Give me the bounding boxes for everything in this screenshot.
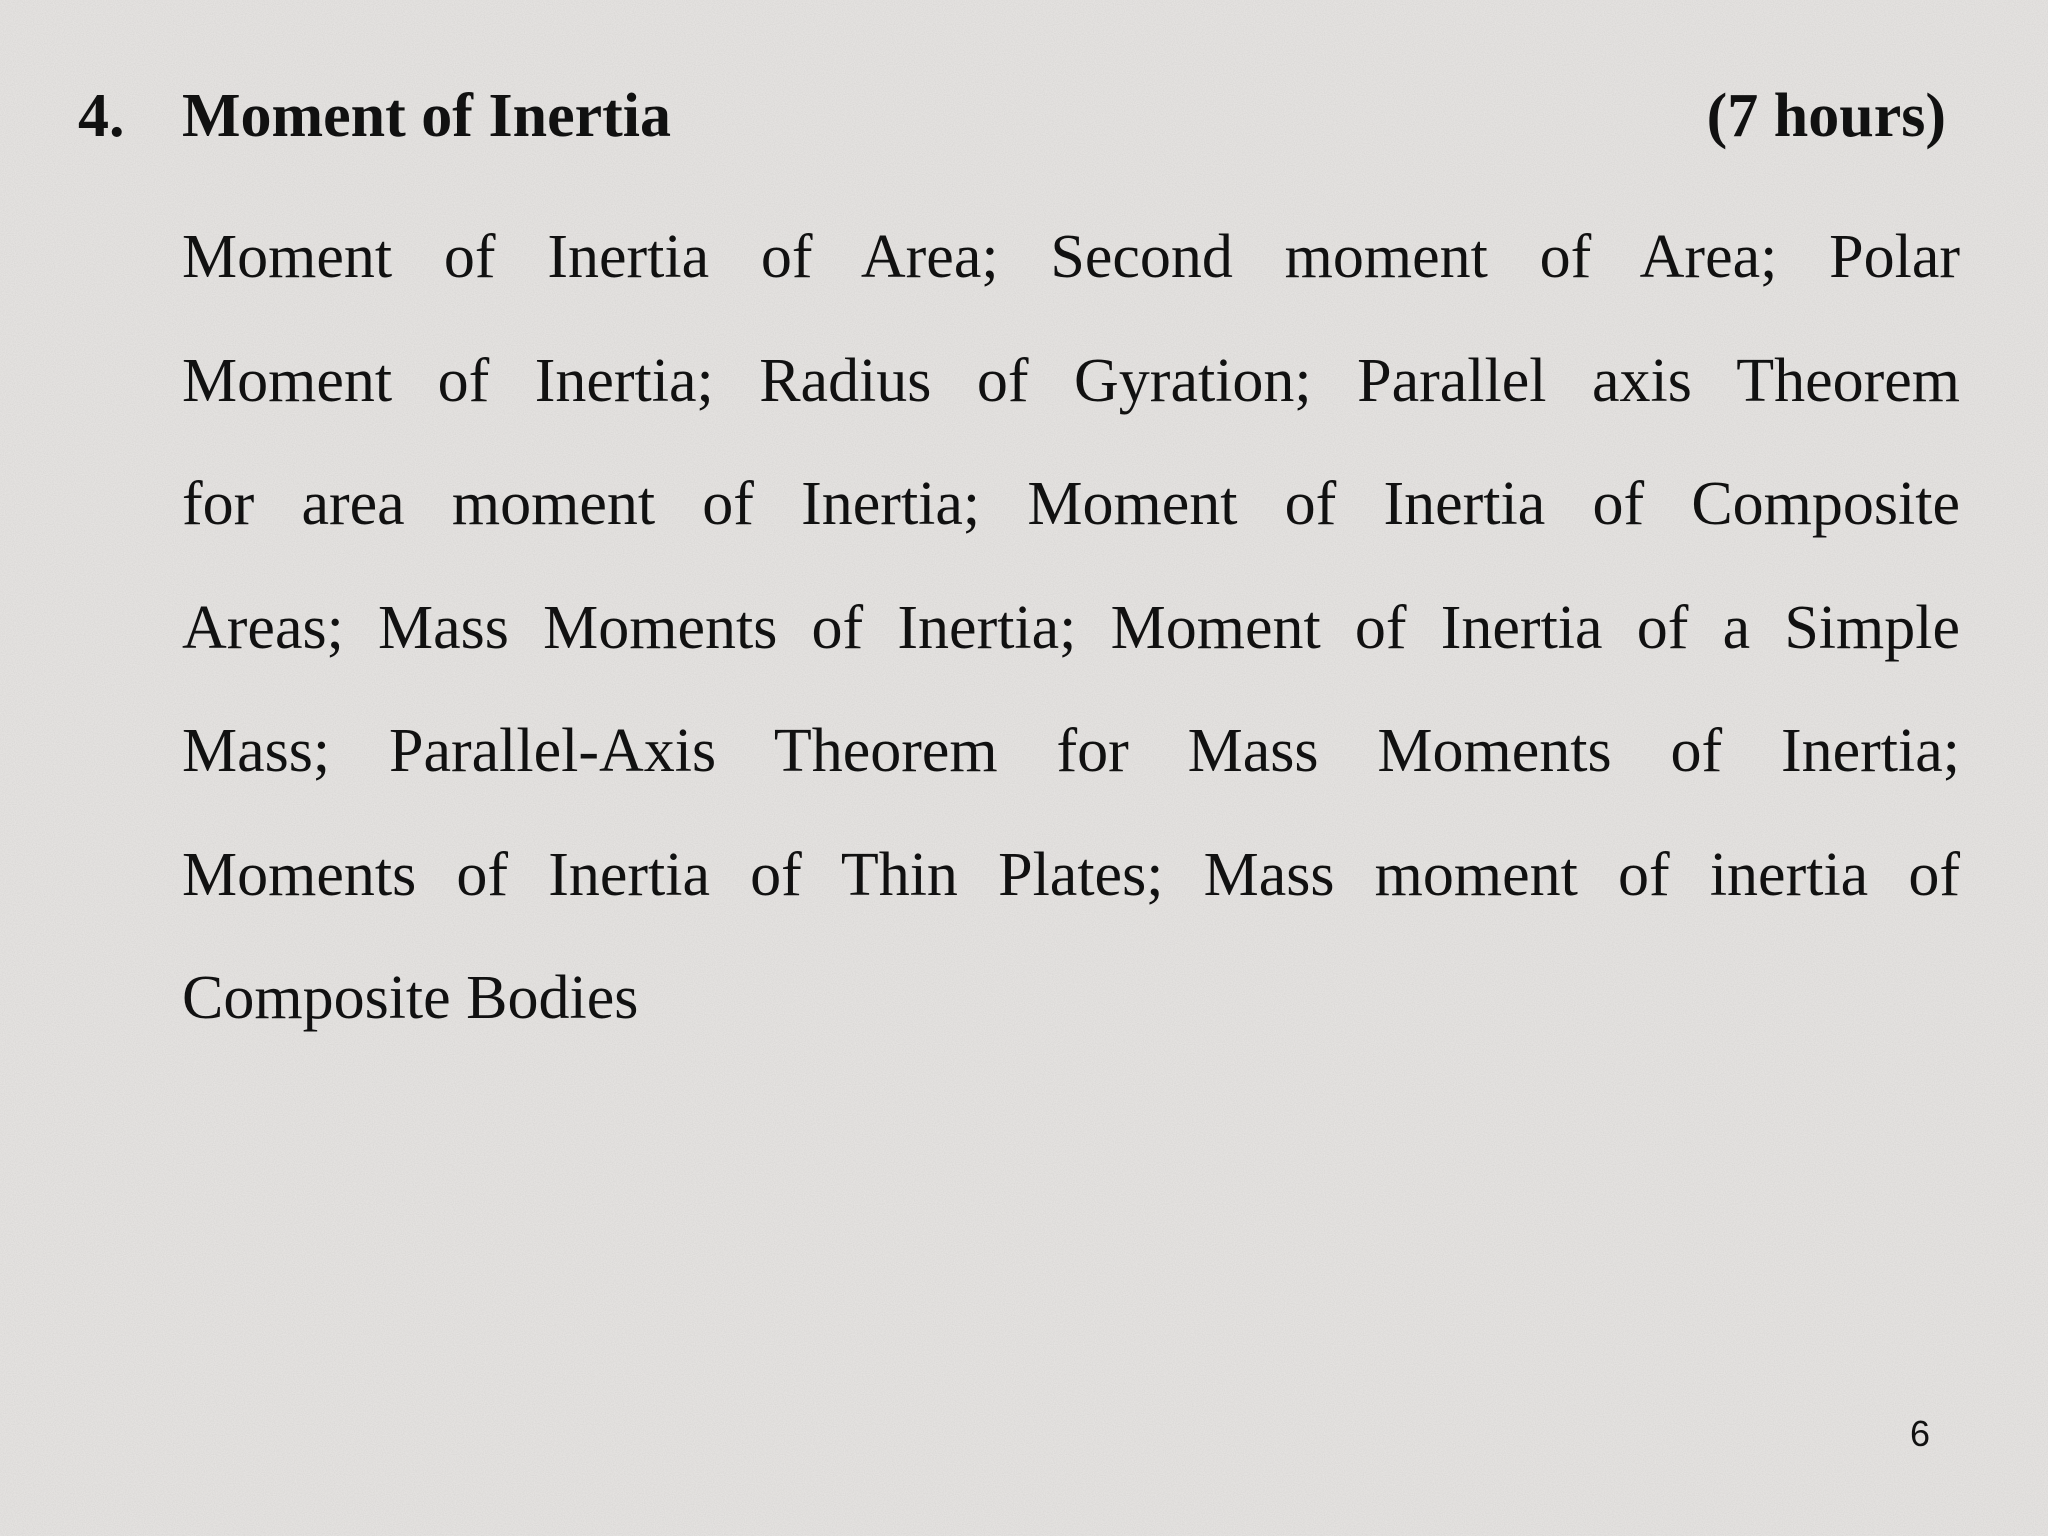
section-description xyxy=(182,196,1960,1061)
section-duration: (7 hours) xyxy=(1706,82,1946,150)
description-line: Mass; Parallel-Axis Theorem for Mass Moments of Inertia; xyxy=(182,717,1960,785)
section-number: 4. xyxy=(78,82,125,150)
description-line: Moments of Inertia of Thin Plates; Mass moment of inertia of xyxy=(182,840,1960,909)
description-line: Areas; Mass Moments of Inertia; Moment of Inertia of a Simple xyxy=(182,593,1960,662)
description-line: for area moment of Inertia; Moment of Inertia of Composite xyxy=(182,470,1960,538)
description-line: Moment of Inertia of Area; Second moment of Area; Polar xyxy=(182,223,1960,291)
description-line: Composite Bodies xyxy=(182,964,639,1032)
section-title: Moment of Inertia xyxy=(182,82,671,150)
page-number: 6 xyxy=(1909,1413,1931,1454)
description-line: Moment of Inertia; Radius of Gyration; Parallel axis Theorem xyxy=(182,346,1960,415)
